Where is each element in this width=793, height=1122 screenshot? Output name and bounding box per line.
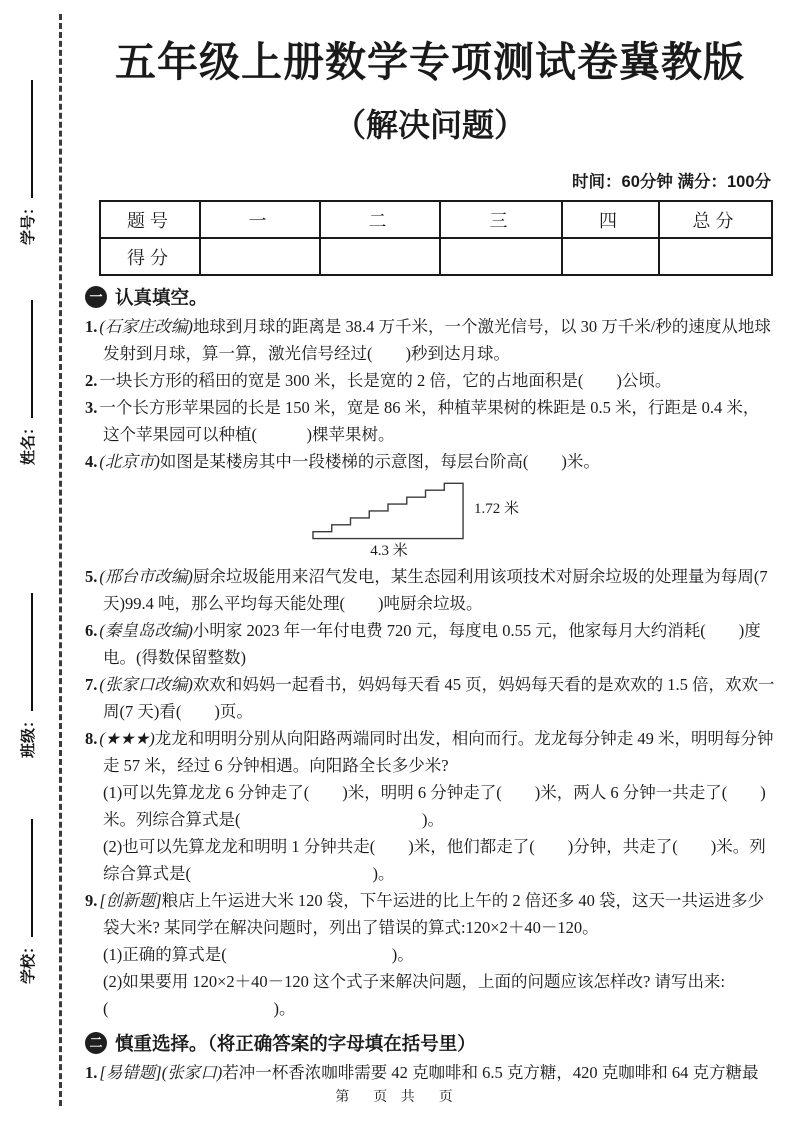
score-header-cell: 四 [562,201,659,238]
stair-width-label: 4.3 米 [370,543,408,560]
question-text: 若冲一杯香浓咖啡需要 42 克咖啡和 6.5 克方糖，420 克咖啡和 64 克方糖最 [222,1063,759,1083]
question-text: 如图是某楼房其中一段楼梯的示意图，每层台阶高( )米。 [159,452,600,472]
question-7 [85,671,775,725]
main-content [85,26,775,1086]
score-cell[interactable] [659,238,772,275]
question-2 [85,367,775,394]
class-label: 班级： [20,712,37,758]
student-name-label: 姓名： [20,419,37,465]
question-8 [85,725,775,887]
question-source-tag: (石家庄改编) [99,317,193,337]
write-line[interactable] [16,593,33,711]
question-number: 6. [85,621,98,641]
question-text: 厨余垃圾能用来沼气发电，某生态园利用该项技术对厨余垃圾的处理量为每周(7 天)99.4 吨，那么平均每天能处理( )吨厨余垃圾。 [103,567,768,614]
question-4 [85,448,775,561]
staircase-figure [311,477,467,541]
score-header-cell: 二 [320,201,440,238]
exam-info: 时间：60分钟 满分：100分 [572,173,771,192]
question-difficulty-stars: (★★★) [99,729,155,749]
question-number: 1. [85,1063,98,1083]
question-type-tag: [创新题] [99,891,162,911]
section1-number-badge: 一 [85,286,107,308]
score-header-cell: 题号 [100,201,200,238]
question-3 [85,394,775,448]
question-1 [85,313,775,367]
section2-header [85,1030,775,1056]
section2-title: 慎重选择。（将正确答案的字母填在括号里） [115,1033,476,1055]
score-row-label: 得分 [100,238,200,275]
score-header-cell: 总分 [659,201,772,238]
question-text: 地球到月球的距离是 38.4 万千米，一个激光信号，以 30 万千米/秒的速度从地球发射到月球，算一算，激光信号经过( )秒到达月球。 [103,317,771,364]
write-line[interactable] [16,300,33,418]
question-8-sub-2: (2)也可以先算龙龙和明明 1 分钟共走( )米，他们都走了( )分钟，共走了( )米。列综合算式是( )。 [103,837,766,884]
student-id-field[interactable] [16,80,38,245]
question-text: 欢欢和妈妈一起看书，妈妈每天看 45 页，妈妈每天看的是欢欢的 1.5 倍，欢欢一周(7 天)看( )页。 [103,675,775,722]
question-8-sub-1: (1)可以先算龙龙 6 分钟走了( )米，明明 6 分钟走了( )米，两人 6 分钟一共走了( )米。列综合算式是( )。 [103,783,766,830]
cut-line [59,14,62,1106]
question-number: 4. [85,452,98,472]
student-id-label: 学号： [20,199,37,245]
section2-question-1 [85,1059,775,1086]
question-5 [85,563,775,617]
question-number: 5. [85,567,98,587]
school-field[interactable] [16,819,38,984]
page-title: 五年级上册数学专项测试卷冀教版 [115,39,745,85]
school-label: 学校： [20,938,37,984]
question-source-tag: (北京市) [99,452,160,472]
question-number: 7. [85,675,98,695]
score-cell[interactable] [200,238,320,275]
question-source-tag: (邢台市改编) [99,567,193,587]
student-name-field[interactable] [16,300,38,465]
question-text: 龙龙和明明分别从向阳路两端同时出发，相向而行。龙龙每分钟走 49 米，明明每分钟走 57 米，经过 6 分钟相遇。向阳路全长多少米? [103,729,774,776]
question-text: 粮店上午运进大米 120 袋，下午运进的比上午的 2 倍还多 40 袋，这天一共运进多少袋大米? 某同学在解决问题时，列出了错误的算式:120×2＋40－120。 [103,891,764,938]
write-line[interactable] [16,819,33,937]
section1-header [85,284,775,310]
question-6 [85,617,775,671]
question-text: 一个长方形苹果园的长是 150 米，宽是 86 米，种植苹果树的株距是 0.5 米，行距是 0.4 米，这个苹果园可以种植( )棵苹果树。 [99,398,760,445]
score-header-cell: 一 [200,201,320,238]
stair-height-label: 1.72 米 [474,500,520,517]
page-subtitle: （解决问题） [333,107,526,144]
score-header-cell: 三 [440,201,562,238]
question-text: 小明家 2023 年一年付电费 720 元，每度电 0.55 元，他家每月大约消耗( )度电。(得数保留整数) [103,621,761,668]
question-number: 9. [85,891,98,911]
score-table-score-row [100,238,772,275]
score-cell[interactable] [562,238,659,275]
write-line[interactable] [16,80,33,198]
question-source-tag: (秦皇岛改编) [99,621,193,641]
score-table [99,200,773,276]
question-text: 一块长方形的稻田的宽是 300 米，长是宽的 2 倍，它的占地面积是( )公顷。 [99,371,672,391]
question-9-sub-2: (2)如果要用 120×2＋40－120 这个式子来解决问题，上面的问题应该怎样改? 请写出来:( )。 [103,972,726,1019]
question-9 [85,887,775,1022]
score-cell[interactable] [440,238,562,275]
page-footer: 第 页 共 页 [335,1090,458,1105]
question-type-tag: [易错题](张家口) [99,1063,223,1083]
question-number: 2. [85,371,98,391]
score-cell[interactable] [320,238,440,275]
question-source-tag: (张家口改编) [99,675,193,695]
section2-number-badge: 二 [85,1032,107,1054]
question-9-sub-1: (1)正确的算式是( )。 [103,945,414,965]
score-table-header-row [100,201,772,238]
question-number: 3. [85,398,98,418]
class-field[interactable] [16,593,38,758]
question-number: 8. [85,729,98,749]
staircase-diagram [311,477,541,561]
section1-title: 认真填空。 [115,287,208,309]
question-number: 1. [85,317,98,337]
